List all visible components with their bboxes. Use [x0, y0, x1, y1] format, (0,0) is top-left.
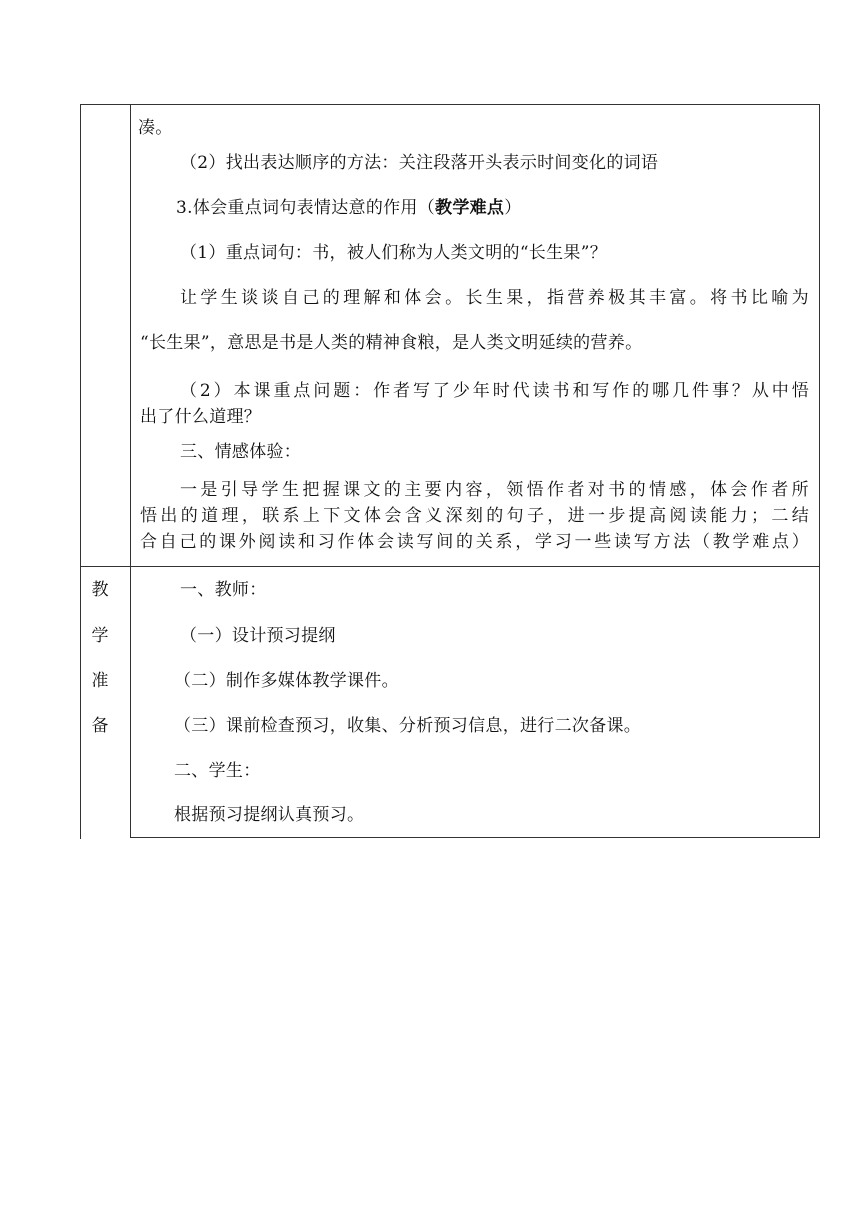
bold-text: 教学难点 [435, 198, 505, 218]
table-bottom-border [130, 837, 820, 838]
text-line: （一）设计预习提纲 [180, 626, 336, 646]
text-line-with-bold [176, 197, 522, 219]
text-line: 根据预习提纲认真预习。 [174, 805, 365, 825]
text-line: 一、教师： [180, 580, 267, 600]
text-line: 合自己的课外阅读和习作体会读写间的关系，学习一些读写方法（教学难点） [140, 532, 809, 552]
side-label-char: 准 [91, 671, 109, 691]
text-line: （二）制作多媒体教学课件。 [174, 671, 399, 691]
text-line: 三、情感体验： [180, 442, 302, 462]
row-divider [80, 566, 820, 567]
text-line: 凑。 [138, 118, 173, 138]
side-label-char: 备 [91, 716, 109, 736]
text-line: （2）本课重点问题：作者写了少年时代读书和写作的哪几件事？从中悟 [180, 381, 809, 401]
text-line: 让学生谈谈自己的理解和体会。长生果，指营养极其丰富。将书比喻为 [180, 288, 809, 308]
text-line: 一是引导学生把握课文的主要内容，领悟作者对书的情感，体会作者所 [180, 480, 809, 500]
side-label-char: 教 [91, 580, 109, 600]
text-line: （1）重点词句：书，被人们称为人类文明的“长生果”？ [180, 243, 607, 263]
column-divider [130, 104, 131, 838]
text-line: 出了什么道理？ [140, 407, 262, 427]
text-line: 二、学生： [174, 761, 261, 781]
text-line: “长生果”，意思是书是人类的精神食粮，是人类文明延续的营养。 [140, 333, 643, 353]
text-line: （三）课前检查预习，收集、分析预习信息，进行二次备课。 [174, 716, 642, 736]
side-label-char: 学 [91, 626, 109, 646]
text-segment: 3.体会重点词句表情达意的作用（ [176, 198, 436, 218]
table-right-border [819, 104, 820, 838]
text-line: （2）找出表达顺序的方法：关注段落开头表示时间变化的词语 [180, 153, 659, 173]
text-segment: ） [504, 198, 522, 218]
table-top-border [80, 104, 820, 105]
text-line: 悟出的道理，联系上下文体会含义深刻的句子，进一步提高阅读能力；二结 [140, 506, 809, 526]
